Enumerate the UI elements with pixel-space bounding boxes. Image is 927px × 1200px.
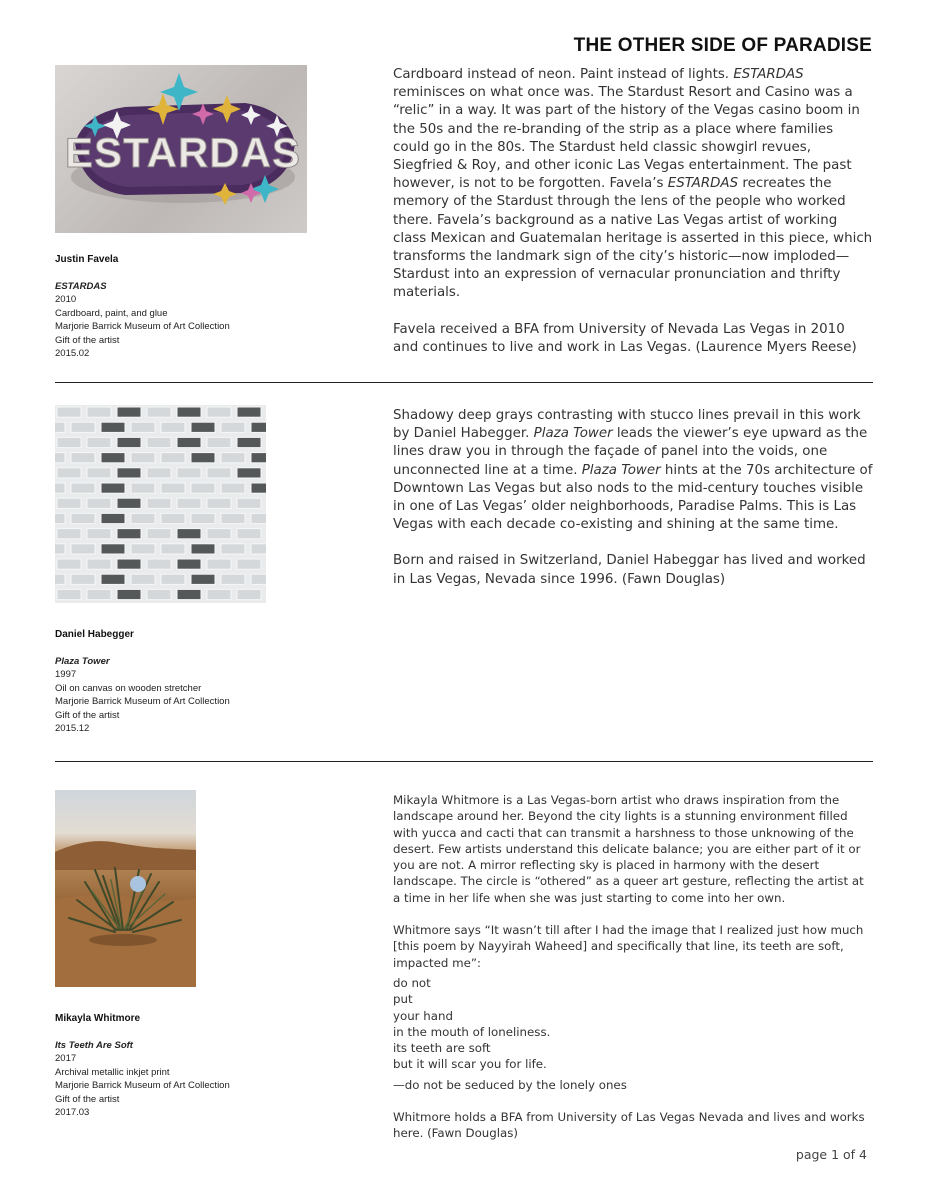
caption-whitmore bbox=[55, 1012, 230, 1120]
painting-panel bbox=[237, 559, 261, 569]
painting-panel bbox=[87, 529, 111, 539]
artist-name: Daniel Habegger bbox=[55, 629, 134, 640]
painting-panel bbox=[57, 559, 81, 569]
work-title: ESTARDAS bbox=[55, 280, 107, 292]
painting-panel bbox=[161, 453, 185, 463]
painting-panel bbox=[191, 422, 215, 432]
painting-panel bbox=[177, 498, 201, 508]
painting-panel bbox=[87, 468, 111, 478]
entry-favela bbox=[55, 65, 873, 365]
painting-panel bbox=[237, 529, 261, 539]
work-accession: 2017.03 bbox=[55, 1107, 90, 1118]
essay-paragraph: Favela received a BFA from University of Nevada Las Vegas in 2010 and continues to live and work in Las Vegas. (Laurence Myers Reese) bbox=[393, 321, 857, 355]
poem-line: put bbox=[393, 992, 413, 1007]
work-year: 2017 bbox=[55, 1053, 77, 1064]
painting-panel bbox=[161, 513, 185, 523]
essay-whitmore bbox=[393, 792, 873, 1142]
painting-panel bbox=[177, 468, 201, 478]
painting-panel bbox=[221, 513, 245, 523]
poem-attribution: —do not be seduced by the lonely ones bbox=[393, 1077, 627, 1092]
painting-panel bbox=[57, 498, 81, 508]
section-divider bbox=[55, 761, 873, 762]
work-collection: Marjorie Barrick Museum of Art Collection bbox=[55, 321, 230, 332]
essay-habegger bbox=[393, 407, 873, 589]
painting-panel bbox=[117, 589, 141, 599]
plaza-tower-graphic bbox=[55, 405, 266, 603]
painting-panel bbox=[207, 498, 231, 508]
painting-panel bbox=[55, 544, 65, 554]
painting-panel bbox=[147, 529, 171, 539]
work-accession: 2015.12 bbox=[55, 723, 90, 734]
painting-panel bbox=[237, 498, 261, 508]
essay-paragraph: Whitmore says “It wasn’t till after I had the image that I realized just how much [this poem by Nayyirah Waheed] and specifically that line, its teeth are soft, impacted me”: bbox=[393, 923, 864, 970]
painting-panel bbox=[207, 529, 231, 539]
artwork-image-its-teeth-are-soft bbox=[55, 790, 196, 987]
painting-panel bbox=[117, 559, 141, 569]
painting-panel bbox=[55, 513, 65, 523]
painting-panel bbox=[57, 589, 81, 599]
poem-line: but it will scar you for life. bbox=[393, 1057, 547, 1072]
artist-name: Justin Favela bbox=[55, 254, 119, 265]
painting-panel bbox=[237, 407, 261, 417]
painting-panel bbox=[191, 513, 215, 523]
painting-panel bbox=[71, 453, 95, 463]
essay-paragraph: Cardboard instead of neon. Paint instead of lights. ESTARDAS reminisces on what once was. The Stardust Resort and Casino was a “relic” in a way. It was part of the history of the Vegas casino boom in the 50s and the re-branding of the strip as a place where families could go in the 80s. The Stardust held classic showgirl revues, Siegfried & Roy, and other iconic Las Vegas entertainment. The past however, is not to be forgotten. Favela’s ESTARDAS recreates the memory of the Stardust through the lens of the people who worked there. Favela’s background as a native Las Vegas artist of working class Mexican and Guatemalan heritage is asserted in this piece, which transforms the landmark sign of the city’s historic—now imploded—Stardust into an expression of vernacular pronunciation and thrifty materials. bbox=[393, 67, 873, 301]
work-collection: Marjorie Barrick Museum of Art Collection bbox=[55, 1080, 230, 1091]
painting-panel bbox=[71, 513, 95, 523]
estardas-sign-graphic bbox=[55, 65, 307, 233]
work-year: 1997 bbox=[55, 669, 77, 680]
painting-panel bbox=[147, 589, 171, 599]
painting-panel bbox=[251, 453, 266, 463]
painting-panel bbox=[177, 559, 201, 569]
painting-panel bbox=[87, 407, 111, 417]
painting-panel bbox=[131, 544, 155, 554]
painting-panel bbox=[57, 407, 81, 417]
essay-paragraph: Shadowy deep grays contrasting with stucco lines prevail in this work by Daniel Habegger. Plaza Tower leads the viewer’s eye upward as the lines draw you in through the façade of panel into the voids, one unconnected line at a time. Plaza Tower hints at the 70s architecture of Downtown Las Vegas but also nods to the mid-century touches visible in one of Las Vegas’ older neighborhoods, Paradise Palms. This is Las Vegas with each decade co-existing and shining at the same time. bbox=[393, 408, 873, 533]
essay-paragraph: Whitmore holds a BFA from University of Las Vegas Nevada and lives and works here. (Fawn Douglas) bbox=[393, 1110, 865, 1141]
painting-panel bbox=[57, 529, 81, 539]
painting-panel bbox=[87, 559, 111, 569]
painting-panel bbox=[55, 422, 65, 432]
artwork-image-estardas bbox=[55, 65, 307, 233]
painting-panel bbox=[55, 574, 65, 584]
poem-quote bbox=[393, 975, 873, 1073]
painting-panel bbox=[221, 544, 245, 554]
work-title: Its Teeth Are Soft bbox=[55, 1039, 133, 1051]
entry-habegger bbox=[55, 405, 873, 745]
painting-panel bbox=[101, 453, 125, 463]
desert-photo-graphic bbox=[55, 790, 196, 987]
painting-panel bbox=[87, 589, 111, 599]
painting-panel bbox=[237, 589, 261, 599]
painting-panel bbox=[131, 513, 155, 523]
work-title-inline: ESTARDAS bbox=[733, 67, 804, 82]
painting-panel bbox=[117, 529, 141, 539]
essay-favela bbox=[393, 66, 873, 357]
painting-panel bbox=[207, 407, 231, 417]
painting-panel bbox=[131, 453, 155, 463]
painting-panel bbox=[117, 498, 141, 508]
painting-panel bbox=[131, 483, 155, 493]
work-credit: Gift of the artist bbox=[55, 1093, 120, 1105]
painting-panel bbox=[237, 437, 261, 447]
mirror-circle bbox=[130, 876, 146, 892]
work-medium: Archival metallic inkjet print bbox=[55, 1066, 170, 1078]
work-title-inline: Plaza Tower bbox=[533, 426, 613, 442]
essay-paragraph: Mikayla Whitmore is a Las Vegas-born artist who draws inspiration from the landscape around her. Beyond the city lights is a stunning environment filled with yucca and cacti that can transmit a harshness to those unknowing of the desert. Few artists understand this delicate balance; you are either part of it or you are not. A mirror reflecting sky is placed in harmony with the desert landscape. The circle is “othered” as a queer art gesture, reflecting the artist at a time in her life when she was just starting to come into her own. bbox=[393, 793, 864, 905]
caption-favela bbox=[55, 253, 230, 361]
painting-panel bbox=[191, 544, 215, 554]
estardas-sign-lettering: ESTARDAS bbox=[65, 129, 301, 176]
painting-panel bbox=[221, 422, 245, 432]
work-title: Plaza Tower bbox=[55, 655, 110, 667]
artwork-image-plaza-tower bbox=[55, 405, 266, 603]
work-title-inline: ESTARDAS bbox=[667, 176, 739, 192]
painting-panel bbox=[221, 574, 245, 584]
page-title: THE OTHER SIDE OF PARADISE bbox=[573, 35, 872, 56]
painting-panel bbox=[161, 574, 185, 584]
painting-panel bbox=[71, 483, 95, 493]
work-title-inline: Plaza Tower bbox=[581, 462, 661, 478]
painting-panel bbox=[117, 437, 141, 447]
painting-panel bbox=[177, 407, 201, 417]
poem-line: in the mouth of loneliness. bbox=[393, 1024, 551, 1039]
poem-line: do not bbox=[393, 975, 431, 990]
painting-panel bbox=[177, 589, 201, 599]
work-year: 2010 bbox=[55, 294, 77, 305]
page-number: page 1 of 4 bbox=[795, 1147, 867, 1162]
painting-panel bbox=[101, 544, 125, 554]
painting-panel bbox=[57, 437, 81, 447]
painting-panel bbox=[191, 574, 215, 584]
painting-panel bbox=[131, 574, 155, 584]
poem-line: your hand bbox=[393, 1008, 453, 1023]
painting-panel bbox=[237, 468, 261, 478]
painting-panel bbox=[251, 513, 266, 523]
painting-panel bbox=[131, 422, 155, 432]
work-accession: 2015.02 bbox=[55, 348, 90, 359]
painting-panel bbox=[71, 574, 95, 584]
painting-panel bbox=[117, 407, 141, 417]
work-collection: Marjorie Barrick Museum of Art Collection bbox=[55, 696, 230, 707]
artist-name: Mikayla Whitmore bbox=[55, 1013, 141, 1024]
work-medium: Cardboard, paint, and glue bbox=[55, 307, 168, 319]
painting-panel bbox=[147, 437, 171, 447]
painting-panel bbox=[57, 468, 81, 478]
painting-panel bbox=[147, 559, 171, 569]
painting-panel bbox=[251, 483, 266, 493]
painting-panel bbox=[251, 574, 266, 584]
painting-panel bbox=[101, 422, 125, 432]
essay-paragraph: Born and raised in Switzerland, Daniel Habeggar has lived and worked in Las Vegas, Nevada since 1996. (Fawn Douglas) bbox=[393, 553, 866, 587]
painting-panel bbox=[147, 468, 171, 478]
painting-panel bbox=[161, 544, 185, 554]
painting-panel bbox=[207, 589, 231, 599]
painting-panel bbox=[191, 483, 215, 493]
poem-line: its teeth are soft bbox=[393, 1041, 491, 1056]
painting-panel bbox=[207, 437, 231, 447]
section-divider bbox=[55, 382, 873, 383]
painting-panel bbox=[147, 498, 171, 508]
painting-panel bbox=[101, 483, 125, 493]
entry-whitmore bbox=[55, 790, 873, 1160]
painting-panel bbox=[221, 453, 245, 463]
work-credit: Gift of the artist bbox=[55, 709, 120, 721]
painting-panel bbox=[161, 422, 185, 432]
painting-panel bbox=[87, 437, 111, 447]
painting-panel bbox=[251, 422, 266, 432]
painting-panel bbox=[191, 453, 215, 463]
painting-panel bbox=[221, 483, 245, 493]
painting-panel bbox=[101, 574, 125, 584]
painting-panel bbox=[177, 529, 201, 539]
painting-panel bbox=[87, 498, 111, 508]
painting-panel bbox=[117, 468, 141, 478]
painting-panel bbox=[161, 483, 185, 493]
painting-panel bbox=[71, 544, 95, 554]
work-credit: Gift of the artist bbox=[55, 334, 120, 346]
painting-panel bbox=[55, 483, 65, 493]
painting-panel bbox=[177, 437, 201, 447]
painting-panel bbox=[207, 559, 231, 569]
painting-panel bbox=[251, 544, 266, 554]
caption-habegger bbox=[55, 628, 230, 736]
painting-panel bbox=[55, 453, 65, 463]
painting-panel bbox=[147, 407, 171, 417]
work-medium: Oil on canvas on wooden stretcher bbox=[55, 682, 202, 694]
painting-panel bbox=[71, 422, 95, 432]
painting-panel bbox=[101, 513, 125, 523]
painting-panel bbox=[207, 468, 231, 478]
